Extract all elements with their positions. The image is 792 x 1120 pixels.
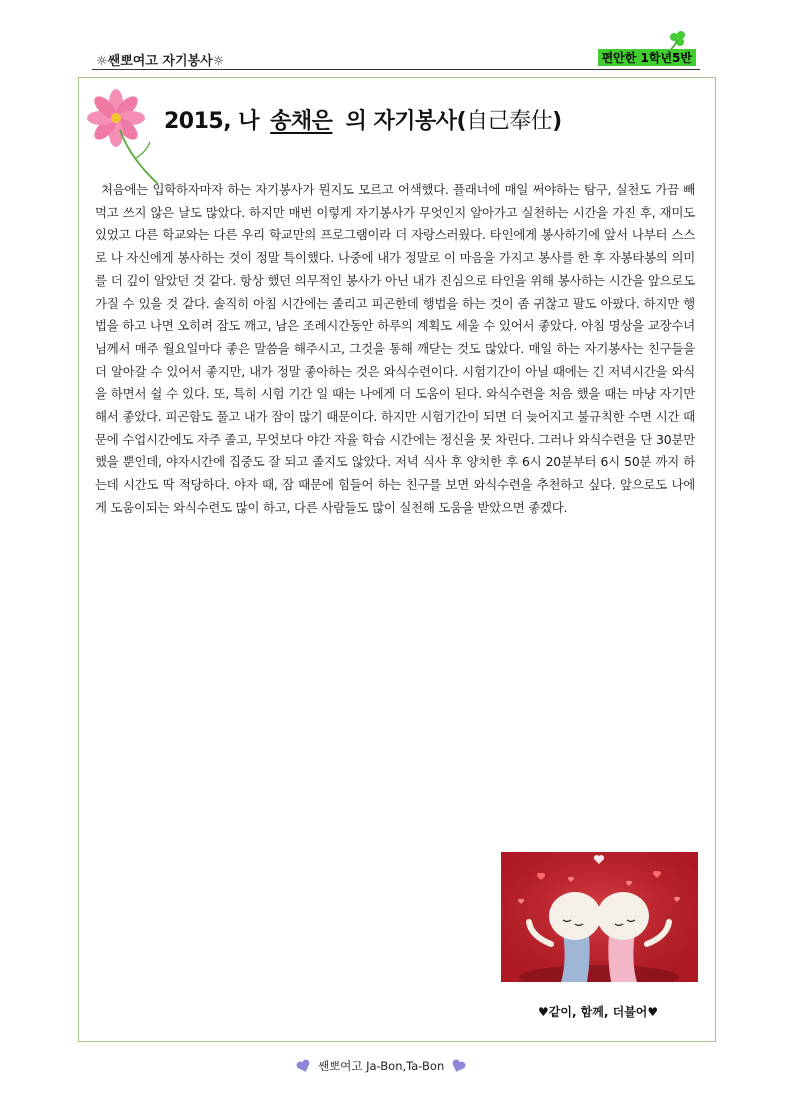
heart-icon	[296, 1059, 312, 1073]
title-suffix: 의 자기봉사(	[338, 109, 467, 134]
essay-paragraph: 처음에는 입학하자마자 하는 자기봉사가 뭔지도 모르고 어색했다. 플래너에 매일 써야하는 탐구, 실천도 가끔 빼먹고 쓰지 않은 날도 많았다. 하지만 매번 이렇게 자기봉사가 무엇인지 알아가고 실천하는 시간을 가진 후, 재미도 있었고 다른 학교와는 다른 우리 학교만의 프로그램이라 더 자랑스러웠다. 타인에게 봉사하기에 앞서 나부터 스스로 나 자신에게 봉사하는 것이 정말 특이했다. 나중에 내가 정말로 이 마음을 가지고 봉사를 한 후 자봉타봉의 의미를 더 깊이 알았던 것 같다. 항상 했던 의무적인 봉사가 아닌 내가 진심으로 타인을 위해 봉사하는 시간을 앞으로도 가질 수 있을 것 같다. 솔직히 아침 시간에는 졸리고 피곤한데 행법을 하는 것이 좀 귀찮고 팔도 아팠다. 하지만 행법을 하고 나면 오히려 잠도 깨고, 남은 조례시간동안 하루의 계획도 세울 수 있어서 좋았다. 아침 명상을 교장수녀님께서 매주 월요일마다 좋은 말씀을 해주시고, 그것을 통해 깨닫는 것도 많았다. 매일 하는 자기봉사는 친구들을 더 알아갈 수 있어서 좋지만, 내가 정말 좋아하는 것은 와식수련이다. 시험기간이 아닐 때에는 긴 저녁시간을 와식을 하면서 쉴 수 있다. 또, 특히 시험 기간 일 때는 나에게 더 도움이 된다. 와식수련을 처음 했을 때는 마냥 자기만 해서 좋았다. 피곤함도 풀고 내가 잠이 많기 때문이다. 하지만 시험기간이 되면 더 늦어지고 불규칙한 수면 시간 때문에 수업시간에도 자주 졸고, 무엇보다 야간 자율 학습 시간에는 정신을 못 차린다. 그러나 와식수련을 단 30분만 했을 뿐인데, 야자시간에 집중도 잘 되고 졸지도 않았다. 저녁 식사 후 양치한 후 6시 20분부터 6시 50분 까지 하는데 시간도 딱 적당하다. 야자 때, 잠 때문에 힘들어 하는 친구를 보면 와식수련을 추천하고 싶다. 앞으로도 나에게 도움이되는 와식수련도 많이 하고, 다른 사람들도 많이 실천해 도움을 받았으면 좋겠다.	[95, 182, 695, 515]
footer-text: 쌘뽀여고 Ja-Bon,Ta-Bon	[318, 1059, 445, 1073]
clover-icon	[667, 30, 689, 50]
page-footer	[296, 1058, 466, 1074]
heart-icon	[450, 1059, 466, 1073]
title-prefix: 2015, 나	[164, 109, 267, 134]
cosmos-flower-icon	[86, 88, 170, 188]
photo-caption: ♥같이, 함께, 더불어♥	[538, 1005, 659, 1019]
page-title	[164, 104, 562, 135]
student-name: 송채은	[270, 109, 333, 134]
header-school-title: ☼쌘뽀여고 자기봉사☼	[96, 54, 225, 69]
title-close: )	[552, 109, 562, 134]
hugging-couple-illustration	[501, 852, 698, 982]
title-hanja: 自己奉仕	[466, 109, 553, 134]
header-class-badge: 편안한 1학년5반	[598, 49, 696, 66]
header-divider	[92, 69, 700, 70]
